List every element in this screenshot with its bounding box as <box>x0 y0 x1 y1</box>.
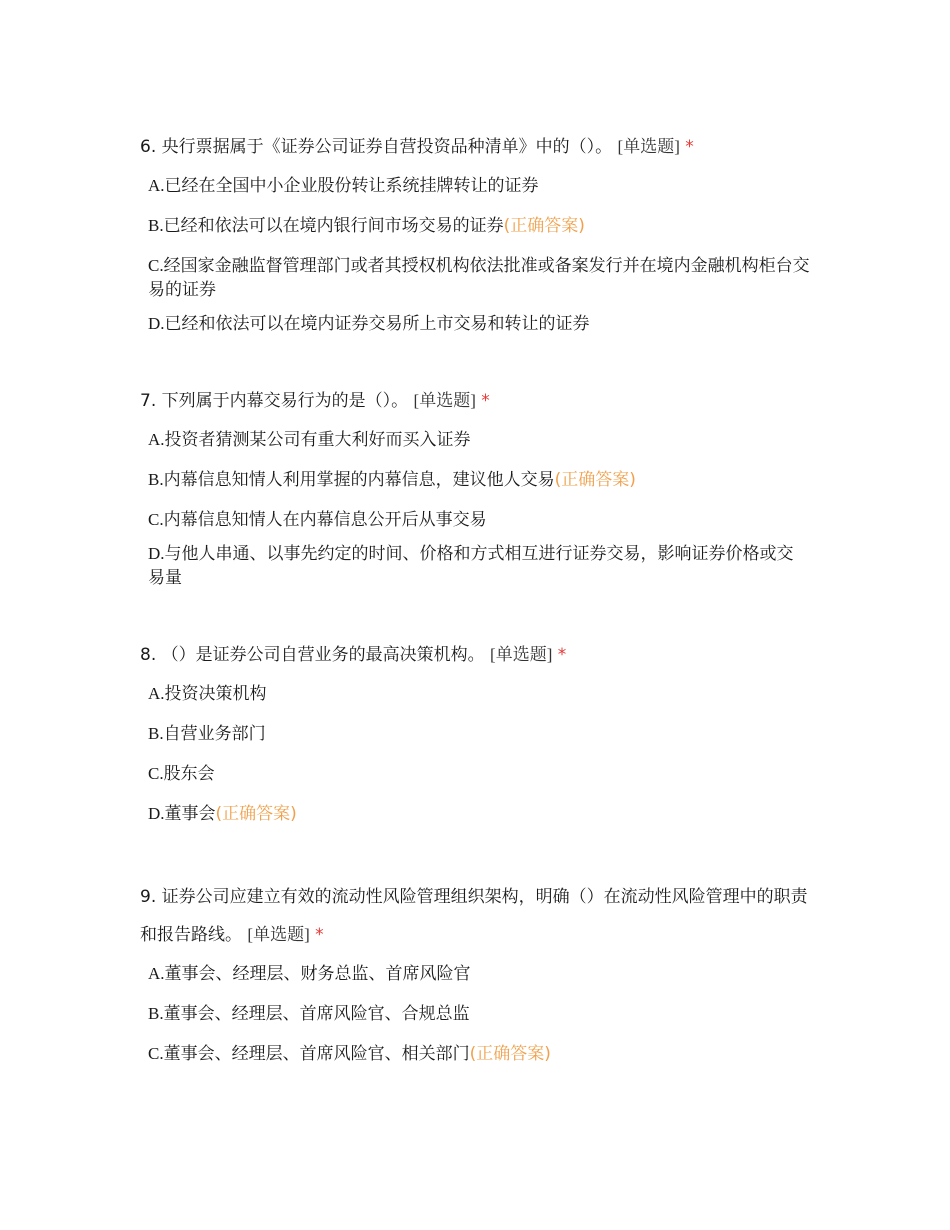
option-text: 内幕信息知情人利用掌握的内幕信息，建议他人交易 <box>163 470 555 490</box>
option-letter: C. <box>148 256 164 275</box>
question-7 <box>140 382 810 606</box>
option-text: 内幕信息知情人在内幕信息公开后从事交易 <box>163 510 487 530</box>
option-d <box>148 802 810 826</box>
question-text: 下列属于内幕交易行为的是（）。 <box>161 391 409 411</box>
correct-answer-label: (正确答案) <box>469 1044 551 1064</box>
option-a <box>148 962 810 986</box>
question-number: 6. <box>140 137 157 157</box>
required-mark: * <box>685 137 694 157</box>
question-type-label: [单选题] <box>490 645 553 664</box>
question-title <box>140 878 810 954</box>
option-letter: B. <box>148 216 164 235</box>
question-8 <box>140 636 810 842</box>
option-d <box>148 542 810 590</box>
question-title <box>140 636 810 674</box>
option-c <box>148 254 810 302</box>
question-text: 证券公司应建立有效的流动性风险管理组织架构，明确（）在流动性风险管理中的职责和报告路线。 <box>140 887 808 945</box>
option-text: 董事会、经理层、财务总监、首席风险官 <box>164 964 471 984</box>
option-letter: A. <box>148 964 165 983</box>
option-b <box>148 722 810 746</box>
option-letter: B. <box>148 1004 164 1023</box>
option-list <box>148 682 810 826</box>
option-a <box>148 682 810 706</box>
option-text: 投资者猜测某公司有重大利好而买入证券 <box>164 430 471 450</box>
option-text: 董事会 <box>164 804 216 824</box>
option-letter: D. <box>148 544 165 563</box>
option-letter: D. <box>148 314 165 333</box>
option-text: 经国家金融监督管理部门或者其授权机构依法批准或备案发行并在境内金融机构柜台交易的证券 <box>148 256 810 300</box>
question-number: 8. <box>140 645 157 665</box>
option-text: 已经和依法可以在境内银行间市场交易的证券 <box>163 216 504 236</box>
question-type-label: [单选题] <box>413 391 476 410</box>
option-text: 已经和依法可以在境内证券交易所上市交易和转让的证券 <box>164 314 590 334</box>
option-letter: D. <box>148 804 165 823</box>
option-letter: B. <box>148 724 164 743</box>
option-letter: B. <box>148 470 164 489</box>
question-number: 9. <box>140 887 157 907</box>
question-9 <box>140 878 810 1082</box>
option-c <box>148 508 810 532</box>
option-a <box>148 174 810 198</box>
required-mark: * <box>557 645 567 665</box>
option-text: 董事会、经理层、首席风险官、相关部门 <box>163 1044 470 1064</box>
question-number: 7. <box>140 391 157 411</box>
option-b <box>148 468 810 492</box>
question-type-label: [单选题] <box>247 925 310 944</box>
question-title <box>140 128 810 166</box>
correct-answer-label: (正确答案) <box>554 470 636 490</box>
option-d <box>148 312 810 336</box>
option-text: 自营业务部门 <box>163 724 266 744</box>
option-letter: C. <box>148 1044 164 1063</box>
option-text: 与他人串通、以事先约定的时间、价格和方式相互进行证券交易，影响证券价格或交易量 <box>148 544 794 588</box>
option-text: 投资决策机构 <box>164 684 267 704</box>
option-letter: C. <box>148 510 164 529</box>
question-title <box>140 382 810 420</box>
question-6 <box>140 128 810 352</box>
question-text: （）是证券公司自营业务的最高决策机构。 <box>161 645 485 665</box>
question-type-label: [单选题] <box>617 137 680 156</box>
option-b <box>148 1002 810 1026</box>
option-b <box>148 214 810 238</box>
option-list <box>148 174 810 336</box>
option-letter: C. <box>148 764 164 783</box>
option-letter: A. <box>148 684 165 703</box>
option-c <box>148 762 810 786</box>
option-a <box>148 428 810 452</box>
option-letter: A. <box>148 176 165 195</box>
required-mark: * <box>315 925 324 945</box>
option-list <box>148 962 810 1066</box>
option-text: 董事会、经理层、首席风险官、合规总监 <box>163 1004 470 1024</box>
question-text: 央行票据属于《证券公司证券自营投资品种清单》中的（）。 <box>161 137 613 157</box>
option-text: 股东会 <box>163 764 215 784</box>
required-mark: * <box>481 391 490 411</box>
correct-answer-label: (正确答案) <box>215 804 297 824</box>
option-letter: A. <box>148 430 165 449</box>
option-text: 已经在全国中小企业股份转让系统挂牌转让的证券 <box>164 176 539 196</box>
correct-answer-label: (正确答案) <box>503 216 585 236</box>
option-list <box>148 428 810 590</box>
option-c <box>148 1042 810 1066</box>
